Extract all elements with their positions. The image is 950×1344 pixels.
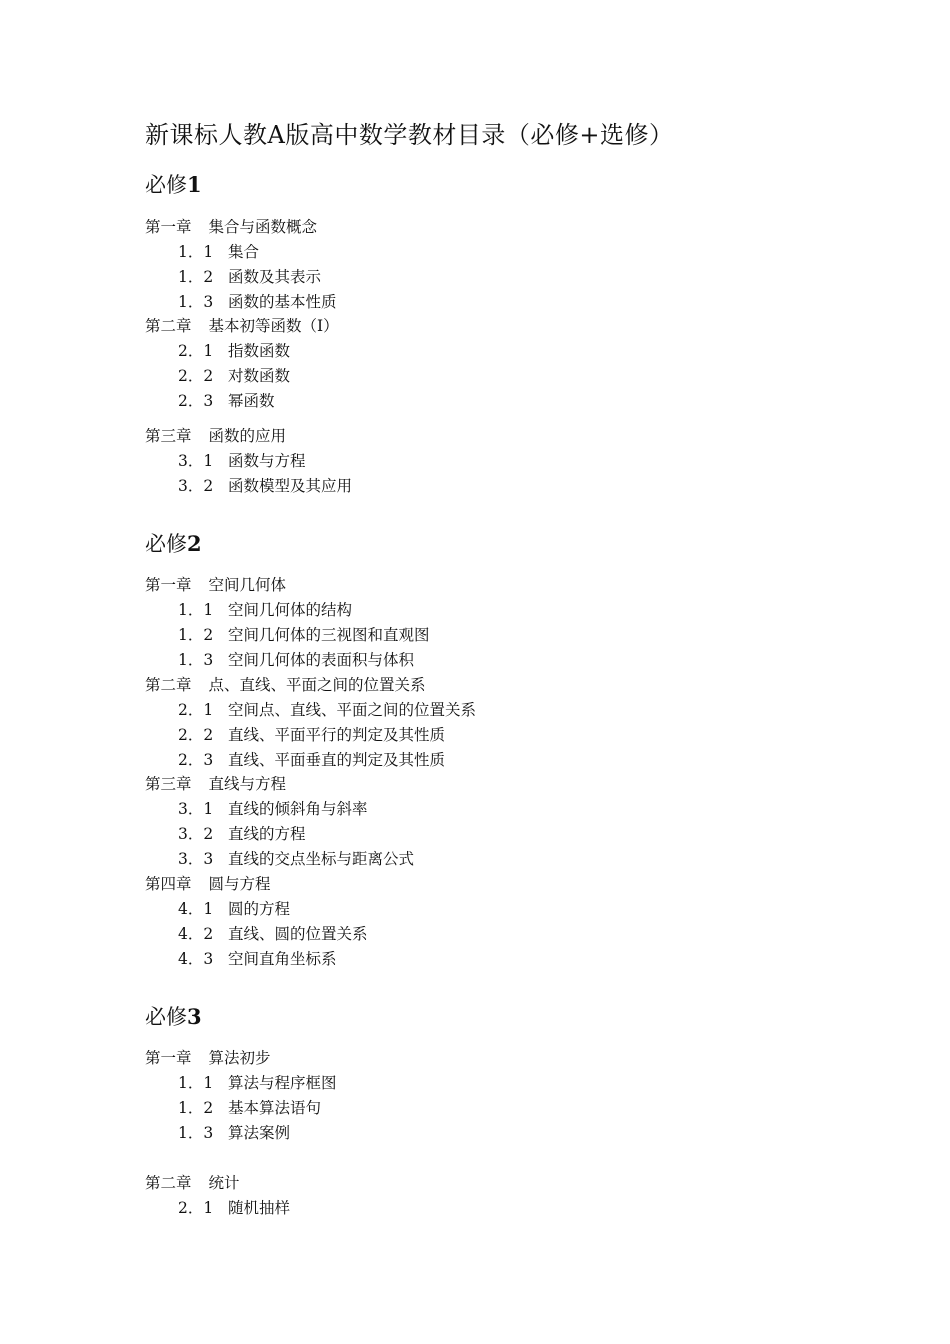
chapter-label: 第二章	[145, 317, 192, 335]
section-title: 空间直角坐标系	[228, 950, 337, 968]
section-number: 2．1	[178, 1199, 214, 1217]
section-title: 直线的交点坐标与距离公式	[228, 850, 415, 868]
section-item	[178, 698, 476, 722]
chapter-heading	[145, 872, 271, 896]
book-number: 2	[187, 531, 202, 556]
section-item	[178, 339, 290, 363]
section-item	[178, 748, 445, 772]
chapter-label: 第一章	[145, 218, 192, 236]
section-number: 2．2	[178, 367, 214, 385]
section-number: 3．2	[178, 825, 214, 843]
section-item	[178, 1121, 290, 1145]
section-number: 1．2	[178, 268, 214, 286]
chapter-heading	[145, 772, 286, 796]
book-heading-1	[145, 170, 202, 200]
section-number: 1．3	[178, 1124, 214, 1142]
section-number: 4．3	[178, 950, 214, 968]
section-number: 3．3	[178, 850, 214, 868]
chapter-label: 第二章	[145, 1174, 192, 1192]
section-number: 3．1	[178, 800, 214, 818]
chapter-title: 基本初等函数（Ⅰ）	[208, 317, 339, 335]
section-title: 算法与程序框图	[228, 1074, 337, 1092]
chapter-heading	[145, 314, 339, 338]
section-number: 1．2	[178, 626, 214, 644]
chapter-heading	[145, 673, 426, 697]
section-item	[178, 449, 306, 473]
section-item	[178, 648, 414, 672]
section-title: 空间点、直线、平面之间的位置关系	[228, 701, 477, 719]
section-item	[178, 623, 430, 647]
section-number: 2．2	[178, 726, 214, 744]
section-item	[178, 364, 290, 388]
chapter-title: 集合与函数概念	[208, 218, 318, 236]
document-title: 新课标人教A版高中数学教材目录（必修+选修）	[145, 121, 674, 149]
section-item	[178, 1196, 290, 1220]
section-item	[178, 240, 259, 264]
book-heading-2	[145, 529, 202, 559]
book-number: 3	[187, 1004, 202, 1029]
section-item	[178, 822, 306, 846]
section-number: 2．3	[178, 392, 214, 410]
chapter-label: 第三章	[145, 427, 192, 445]
section-title: 直线、圆的位置关系	[228, 925, 368, 943]
section-number: 1．3	[178, 293, 214, 311]
chapter-heading	[145, 215, 317, 239]
chapter-label: 第一章	[145, 576, 192, 594]
section-item	[178, 265, 321, 289]
section-number: 1．1	[178, 601, 214, 619]
chapter-title: 空间几何体	[208, 576, 287, 594]
section-title: 直线的方程	[228, 825, 306, 843]
section-title: 函数的基本性质	[228, 293, 337, 311]
section-item	[178, 847, 414, 871]
chapter-heading	[145, 1171, 240, 1195]
section-title: 空间几何体的三视图和直观图	[228, 626, 430, 644]
chapter-label: 第三章	[145, 775, 192, 793]
section-title: 对数函数	[228, 367, 291, 385]
section-title: 集合	[228, 243, 260, 261]
section-title: 圆的方程	[228, 900, 291, 918]
section-number: 1．3	[178, 651, 214, 669]
section-number: 1．2	[178, 1099, 214, 1117]
chapter-heading	[145, 1046, 271, 1070]
section-title: 直线的倾斜角与斜率	[228, 800, 368, 818]
section-item	[178, 474, 352, 498]
section-number: 2．3	[178, 751, 214, 769]
section-number: 2．1	[178, 701, 214, 719]
section-title: 函数模型及其应用	[228, 477, 353, 495]
section-item	[178, 1071, 337, 1095]
section-number: 1．1	[178, 243, 214, 261]
section-number: 1．1	[178, 1074, 214, 1092]
chapter-title: 函数的应用	[208, 427, 287, 445]
section-title: 函数与方程	[228, 452, 306, 470]
section-title: 空间几何体的结构	[228, 601, 353, 619]
section-item	[178, 723, 445, 747]
section-item	[178, 290, 337, 314]
section-item	[178, 598, 352, 622]
chapter-label: 第一章	[145, 1049, 192, 1067]
section-item	[178, 797, 368, 821]
section-item	[178, 947, 337, 971]
chapter-title: 直线与方程	[208, 775, 287, 793]
section-item	[178, 1096, 321, 1120]
section-title: 指数函数	[228, 342, 291, 360]
section-title: 空间几何体的表面积与体积	[228, 651, 415, 669]
chapter-label: 第四章	[145, 875, 192, 893]
section-title: 幂函数	[228, 392, 275, 410]
section-item	[178, 897, 290, 921]
section-title: 随机抽样	[228, 1199, 291, 1217]
section-title: 直线、平面垂直的判定及其性质	[228, 751, 446, 769]
chapter-title: 圆与方程	[208, 875, 271, 893]
book-number: 1	[187, 172, 202, 197]
chapter-title: 统计	[208, 1174, 240, 1192]
book-heading-3	[145, 1002, 202, 1032]
section-item	[178, 922, 368, 946]
section-number: 3．2	[178, 477, 214, 495]
section-title: 基本算法语句	[228, 1099, 322, 1117]
chapter-title: 算法初步	[208, 1049, 271, 1067]
section-number: 3．1	[178, 452, 214, 470]
section-title: 函数及其表示	[228, 268, 322, 286]
book-label: 必修	[145, 173, 187, 197]
chapter-heading	[145, 424, 286, 448]
chapter-title: 点、直线、平面之间的位置关系	[208, 676, 426, 694]
section-title: 直线、平面平行的判定及其性质	[228, 726, 446, 744]
book-label: 必修	[145, 532, 187, 556]
section-number: 4．1	[178, 900, 214, 918]
section-item	[178, 389, 275, 413]
chapter-heading	[145, 573, 286, 597]
book-label: 必修	[145, 1005, 187, 1029]
section-title: 算法案例	[228, 1124, 291, 1142]
section-number: 4．2	[178, 925, 214, 943]
chapter-label: 第二章	[145, 676, 192, 694]
section-number: 2．1	[178, 342, 214, 360]
